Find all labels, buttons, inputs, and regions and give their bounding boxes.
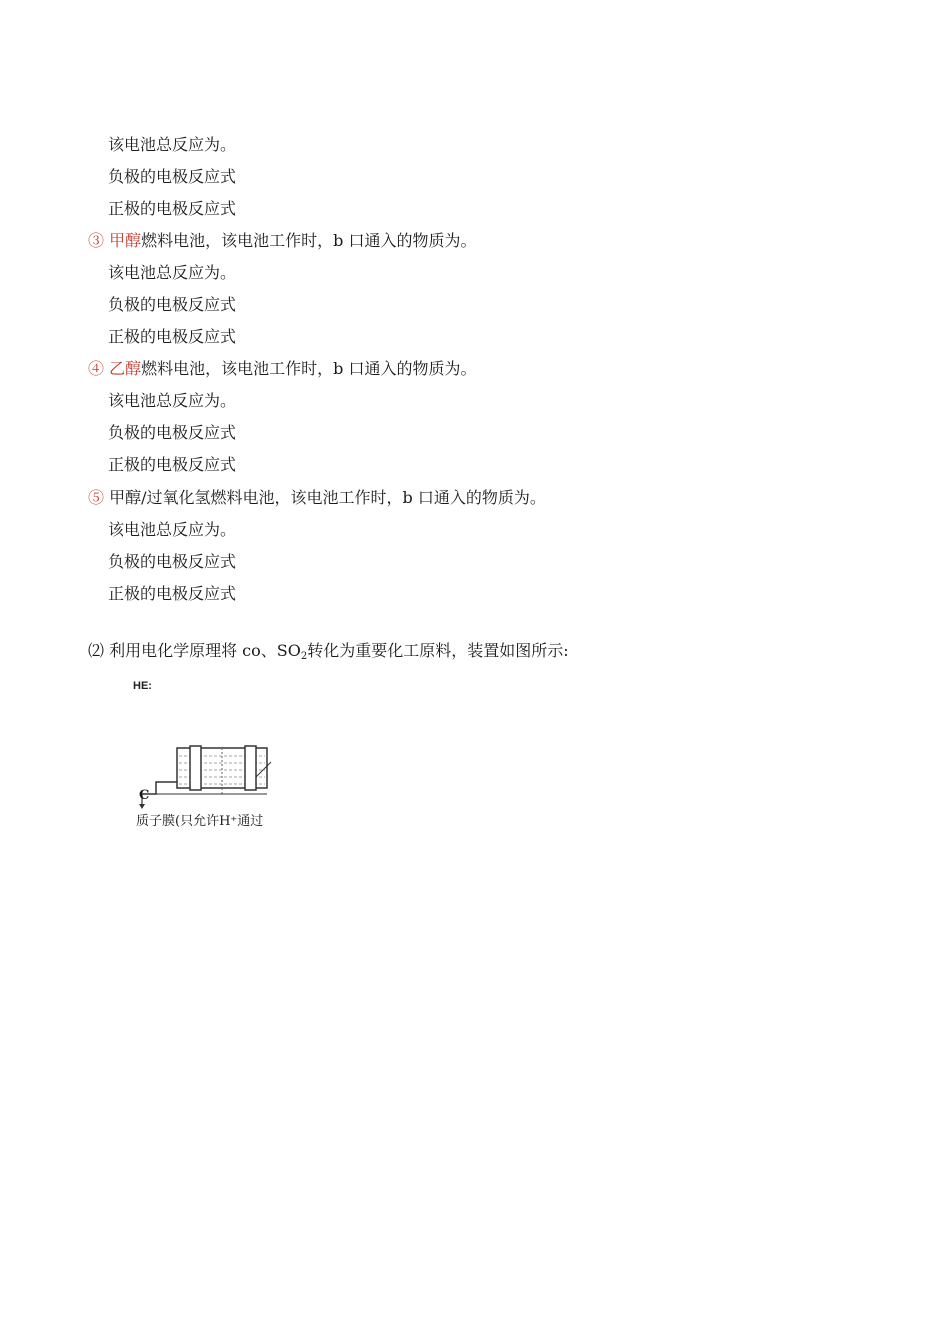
item5-number: ⑤: [88, 488, 105, 507]
item5-positive: 正极的电极反应式: [108, 584, 237, 603]
figure-c-label: C: [139, 788, 150, 803]
figure-label: HE:: [133, 680, 152, 692]
item3-question: 燃料电池，该电池工作时，b 口通入的物质为。: [141, 231, 477, 250]
item4-heading: [88, 358, 476, 380]
item2-negative: 负极的电极反应式: [108, 167, 237, 186]
item5-total: 该电池总反应为。: [108, 520, 237, 539]
item3-fuel-name: 甲醇: [109, 231, 142, 250]
item4-number: ④: [88, 359, 105, 378]
item2-positive: 正极的电极反应式: [108, 199, 237, 218]
item4-positive: 正极的电极反应式: [108, 455, 237, 474]
item3-total: 该电池总反应为。: [108, 263, 237, 282]
item3-heading: [88, 230, 476, 252]
question2-suffix: 转化为重要化工原料，装置如图所示:: [307, 641, 569, 660]
item4-negative: 负极的电极反应式: [108, 423, 237, 442]
question2-subscript: 2: [300, 651, 308, 662]
item5-negative: 负极的电极反应式: [108, 552, 237, 571]
question2-prefix: ⑵ 利用电化学原理将 co、SO: [88, 641, 301, 660]
item5-question: 甲醇/过氧化氢燃料电池，该电池工作时，b 口通入的物质为。: [109, 488, 546, 507]
figure-membrane-caption: 质子膜(只允许H⁺通过: [136, 814, 264, 829]
item3-positive: 正极的电极反应式: [108, 327, 237, 346]
electrolysis-apparatus-figure: [136, 744, 276, 830]
item3-number: ③: [88, 231, 105, 250]
item4-fuel-name: 乙醇: [109, 359, 142, 378]
item4-question: 燃料电池，该电池工作时，b 口通入的物质为。: [141, 359, 477, 378]
item5-heading: [88, 487, 546, 509]
item3-negative: 负极的电极反应式: [108, 295, 237, 314]
item4-total: 该电池总反应为。: [108, 391, 237, 410]
item2-total: 该电池总反应为。: [108, 135, 237, 154]
question2-stem: [88, 640, 569, 668]
